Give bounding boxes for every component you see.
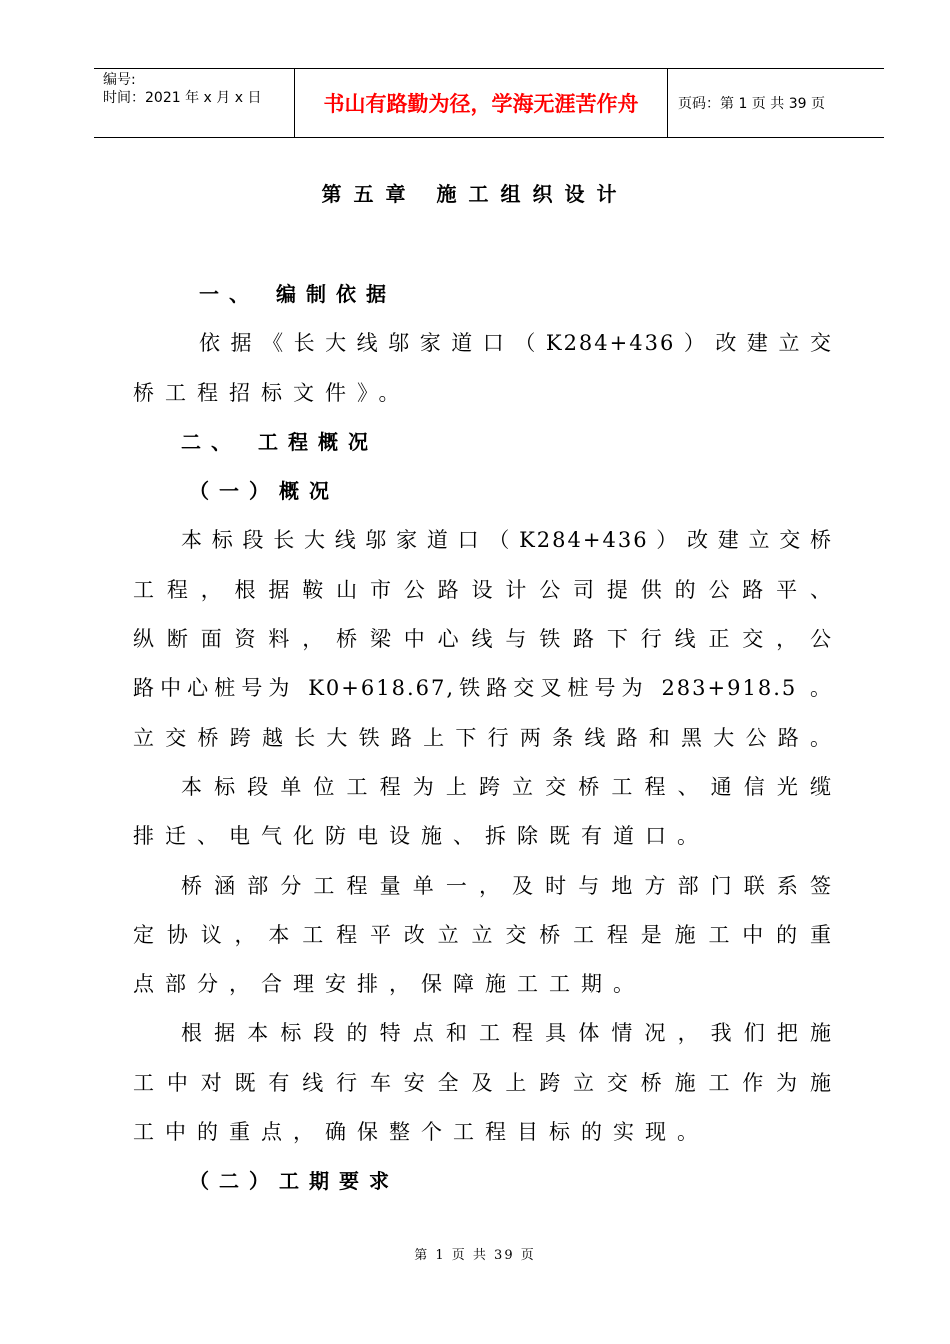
- paragraph-line: 纵断面资料，桥梁中心线与铁路下行线正交，公: [133, 627, 833, 652]
- number-label: 编号:: [103, 72, 136, 88]
- paragraph-line: 工中的重点，确保整个工程目标的实现。: [133, 1120, 709, 1145]
- paragraph-line: 本标段长大线邬家道口（K284+436）改建立交桥: [181, 528, 833, 553]
- header-meta: [94, 69, 295, 137]
- chapter-title: 第五章 施工组织设计: [321, 182, 629, 206]
- section-heading-2: 二、 工程概况: [181, 429, 378, 454]
- subsection-heading-1: （一）概况: [189, 479, 339, 504]
- paragraph-line: 排迁、电气化防电设施、拆除既有道口。: [133, 824, 709, 849]
- header-motto: 书山有路勤为径，学海无涯苦作舟: [295, 69, 668, 137]
- paragraph-line: 工程，根据鞍山市公路设计公司提供的公路平、: [133, 577, 833, 602]
- paragraph-line: 桥涵部分工程量单一，及时与地方部门联系签: [181, 873, 833, 898]
- section-heading-1: 一、 编制依据: [199, 282, 396, 306]
- paragraph-line: 桥工程招标文件》。: [133, 380, 411, 405]
- page-header: [94, 68, 884, 138]
- paragraph-line: 本标段单位工程为上跨立交桥工程、通信光缆: [181, 774, 833, 799]
- document-body: [133, 270, 833, 1207]
- paragraph-line: 根据本标段的特点和工程具体情况，我们把施: [181, 1021, 833, 1046]
- time-label: 时间：2021 年 x 月 x 日: [103, 90, 262, 106]
- header-page-info: 页码：第 1 页 共 39 页: [678, 96, 825, 112]
- subsection-heading-2: （二）工期要求: [189, 1169, 399, 1194]
- paragraph-line: 点部分，合理安排，保障施工工期。: [133, 972, 645, 997]
- paragraph-line: 依据《长大线邬家道口（K284+436）改建立交: [199, 331, 833, 356]
- page-footer: 第 1 页 共 39 页: [414, 1248, 536, 1263]
- paragraph-line: 定协议，本工程平改立立交桥工程是施工中的重: [133, 922, 833, 947]
- paragraph-line: 工中对既有线行车安全及上跨立交桥施工作为施: [133, 1070, 833, 1095]
- paragraph-line: 立交桥跨越长大铁路上下行两条线路和黑大公路。: [133, 725, 833, 750]
- paragraph-line: 路中心桩号为 K0+618.67,铁路交叉桩号为 283+918.5 。: [133, 676, 833, 701]
